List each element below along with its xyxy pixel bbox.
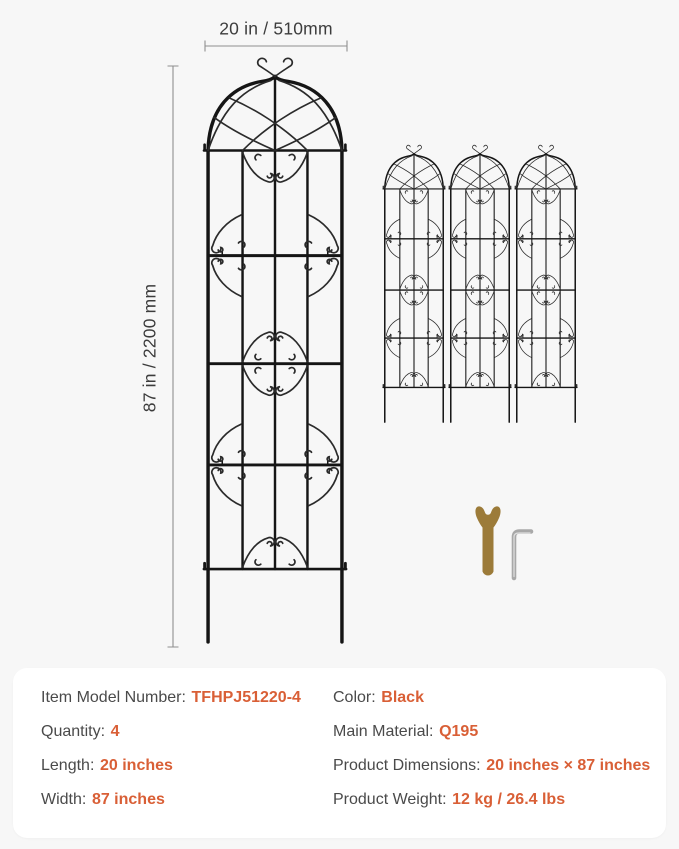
spec-label: Color: bbox=[333, 689, 376, 706]
width-dimension-label: 20 in / 510mm bbox=[219, 18, 333, 39]
spec-value: 20 inches bbox=[99, 757, 173, 774]
assembly-tools bbox=[475, 506, 531, 578]
spec-row-model-number bbox=[41, 681, 301, 715]
wrench-icon bbox=[475, 506, 500, 575]
spec-label: Product Weight: bbox=[333, 791, 447, 808]
hex-key-icon bbox=[514, 532, 531, 579]
spec-column-left bbox=[41, 681, 301, 817]
spec-label: Width: bbox=[41, 791, 87, 808]
spec-row-color bbox=[333, 681, 650, 715]
width-dimension-line bbox=[205, 41, 347, 52]
spec-label: Main Material: bbox=[333, 723, 434, 740]
height-dimension-line bbox=[168, 66, 179, 647]
spec-value: 87 inches bbox=[91, 791, 165, 808]
spec-row-material bbox=[333, 715, 650, 749]
trellis-panel-1 bbox=[383, 145, 445, 422]
spec-value: 20 inches × 87 inches bbox=[486, 757, 651, 774]
spec-value: 12 kg / 26.4 lbs bbox=[452, 791, 566, 808]
spec-label: Product Dimensions: bbox=[333, 757, 481, 774]
height-dimension-label: 87 in / 2200 mm bbox=[139, 283, 160, 413]
trellis-panels-group bbox=[383, 145, 577, 422]
spec-row-width bbox=[41, 783, 301, 817]
spec-label: Quantity: bbox=[41, 723, 106, 740]
spec-column-right bbox=[333, 681, 650, 817]
spec-row-quantity bbox=[41, 715, 301, 749]
spec-panel bbox=[13, 668, 666, 838]
trellis-panel-2 bbox=[449, 145, 511, 422]
spec-row-weight bbox=[333, 783, 650, 817]
spec-label: Length: bbox=[41, 757, 95, 774]
spec-value: TFHPJ51220-4 bbox=[191, 689, 301, 706]
spec-row-length bbox=[41, 749, 301, 783]
spec-value: 4 bbox=[110, 723, 120, 740]
spec-value: Q195 bbox=[439, 723, 479, 740]
spec-label: Item Model Number: bbox=[41, 689, 186, 706]
spec-row-dimensions bbox=[333, 749, 650, 783]
trellis-panel-3 bbox=[515, 145, 577, 422]
main-trellis-diagram bbox=[204, 58, 346, 642]
spec-value: Black bbox=[381, 689, 424, 706]
